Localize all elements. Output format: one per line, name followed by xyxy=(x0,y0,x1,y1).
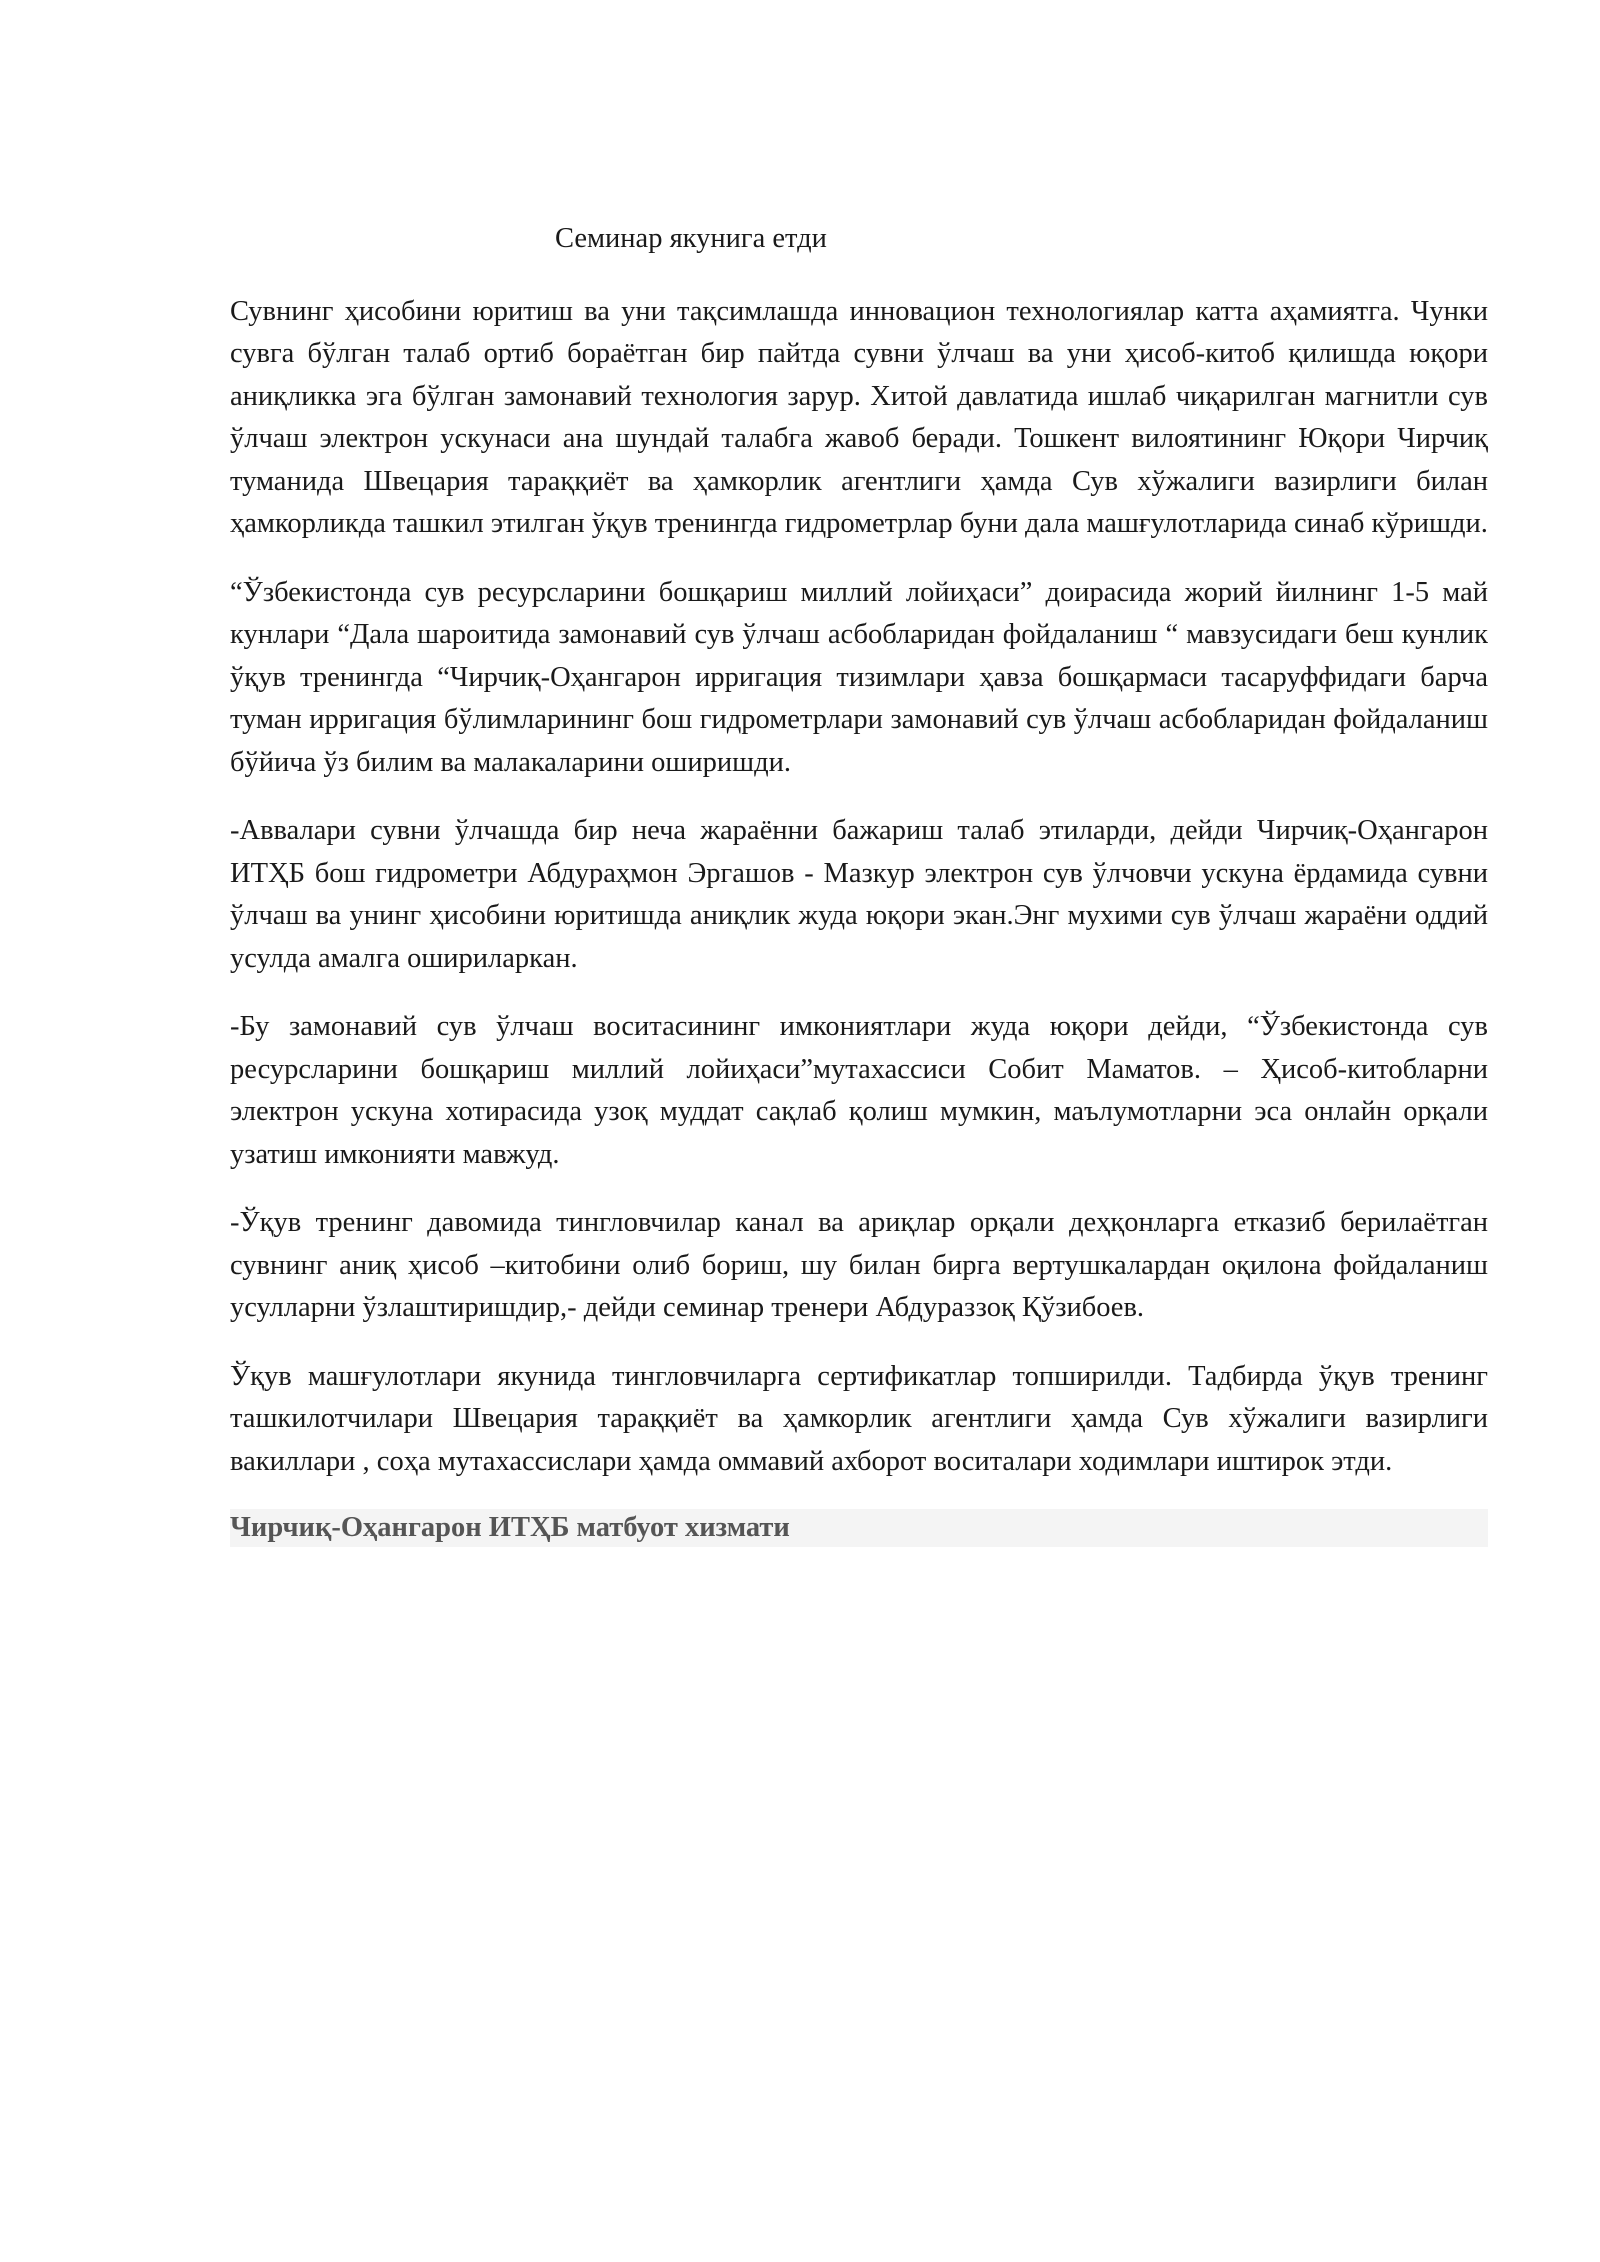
paragraph-project: “Ўзбекистонда сув ресурсларини бошқариш миллий лойиҳаси” доирасида жорий йилнинг 1-5 май кунлари “Дала шароитида замонавий сув ўлчаш асбобларидан фойдаланиш “ мавзусидаги беш кунлик ўқув тренингда “Чирчиқ-Оҳангарон ирригация тизимлари ҳавза бошқармаси тасаруффидаги барча туман ирригация бўлимларининг бош гидрометрлари замонавий сув ўлчаш асбобларидан фойдаланиш бўйича ўз билим ва малакаларини оширишди. xyxy=(230,576,1488,778)
paragraph-quote-mamatov: -Бу замонавий сув ўлчаш воситасининг имкониятлари жуда юқори дейди, “Ўзбекистонда сув ресурсларини бошқариш миллий лойиҳаси”мутахассиси Собит Маматов. – Ҳисоб-китобларни электрон ускуна хотирасида узоқ муддат сақлаб қолиш мумкин, маълумотларни эса онлайн орқали узатиш имконияти мавжуд. xyxy=(230,1011,1488,1170)
paragraph-conclusion: Ўқув машғулотлари якунида тингловчиларга сертификатлар топширилди. Тадбирда ўқув тренинг ташкилотчилари Швецария тараққиёт ва ҳамкорлик агентлиги ҳамда Сув хўжалиги вазирлиги вакиллари , соҳа мутахассислари ҳамда оммавий ахборот воситалари ходимлари иштирок этди. xyxy=(230,1360,1488,1477)
paragraph-quote-ergashov: -Аввалари сувни ўлчашда бир неча жараённи бажариш талаб этиларди, дейди Чирчиқ-Оҳангарон ИТҲБ бош гидрометри Абдураҳмон Эргашов - Мазкур электрон сув ўлчовчи ускуна ёрдамида сувни ўлчаш ва унинг ҳисобини юритишда аниқлик жуда юқори экан.Энг мухими сув ўлчаш жараёни оддий усулда амалга ошириларкан. xyxy=(230,815,1488,974)
paragraph-intro: Сувнинг ҳисобини юритиш ва уни тақсимлашда инновацион технологиялар катта аҳамиятга. Чунки сувга бўлган талаб ортиб бораётган бир пайтда сувни ўлчаш ва уни ҳисоб-китоб қилишда юқори аниқликка эга бўлган замонавий технология зарур. Хитой давлатида ишлаб чиқарилган магнитли сув ўлчаш электрон ускунаси ана шундай талабга жавоб беради. Тошкент вилоятининг Юқори Чирчиқ туманида Швецария тараққиёт ва ҳамкорлик агентлиги ҳамда Сув хўжалиги вазирлиги билан ҳамкорликда ташкил этилган ўқув тренингда гидрометрлар буни дала машғулотларида синаб кўришди. xyxy=(230,295,1488,539)
press-service-signature: Чирчиқ-Оҳангарон ИТҲБ матбуот хизмати xyxy=(230,1509,1488,1547)
document-body xyxy=(230,218,1488,1547)
paragraph-quote-kuzibaev: -Ўқув тренинг давомида тингловчилар канал ва ариқлар орқали деҳқонларга етказиб берилаётган сувнинг аниқ ҳисоб –китобини олиб бориш, шу билан бирга вертушкалардан оқилона фойдаланиш усулларни ўзлаштиришдир,- дейди семинар тренери Абдураззоқ Қўзибоев. xyxy=(230,1207,1488,1323)
document-title: Семинар якунига етди xyxy=(555,223,827,254)
